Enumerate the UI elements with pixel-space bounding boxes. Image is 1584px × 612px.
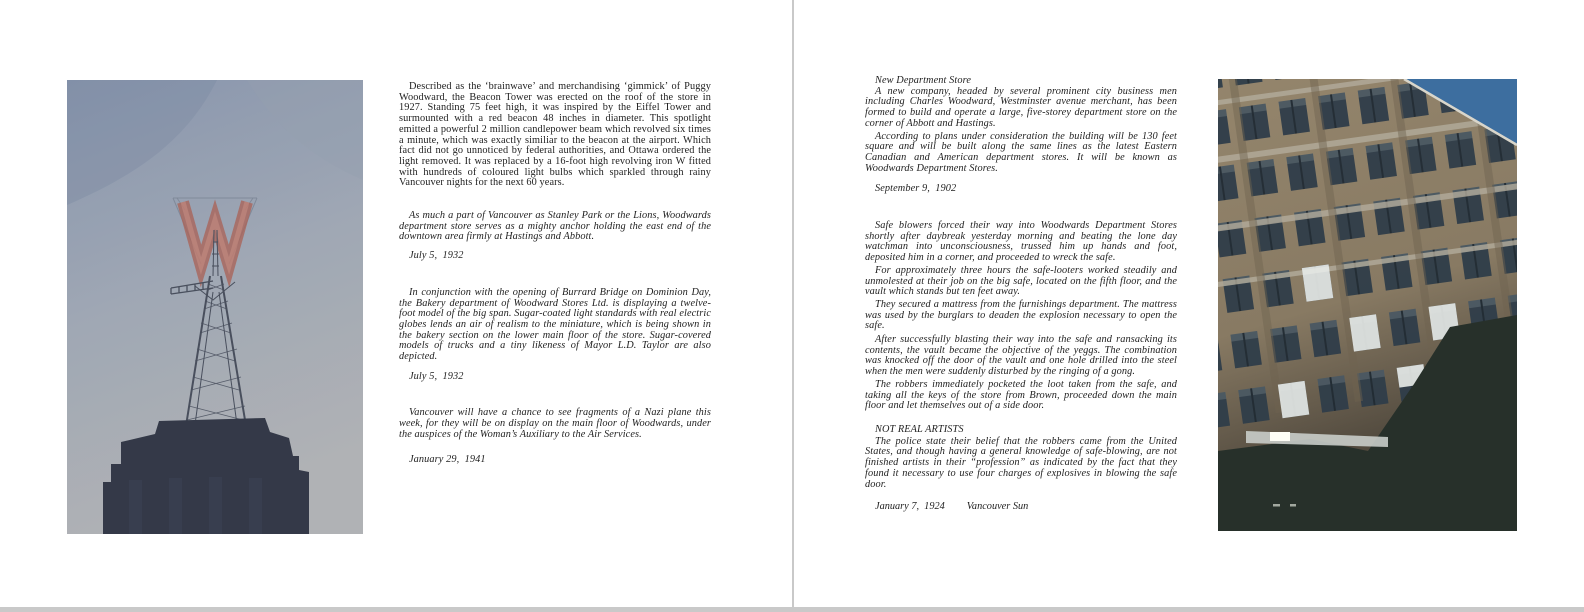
clipping-date: July 5, 1932 bbox=[409, 370, 464, 382]
beacon-tower-w-photo bbox=[67, 80, 363, 534]
clipping-dateline bbox=[865, 502, 1177, 513]
clipping-paragraph: A new company, headed by several prominent city business men including Charles Woodward, Westminster avenue merchant, has been formed to build and operate a large, five-storey department store on the corner of Abbott and Hastings. bbox=[865, 85, 1177, 129]
clipping-heading: NOT REAL ARTISTS bbox=[875, 423, 964, 435]
fog-overlay bbox=[67, 80, 363, 534]
clipping-date: January 7, 1924 bbox=[875, 501, 945, 513]
beacon-tower-w-photo-art bbox=[67, 80, 363, 534]
clipping-paragraph: Safe blowers forced their way into Woodwards Department Stores shortly after daybreak yesterday morning and beating the lone day watchman into unconsciousness, trussed him up hands and foot, deposited him in a corner, and proceeded to wreck the safe. bbox=[865, 220, 1177, 264]
body-paragraph: Described as the ‘brainwave’ and merchandising ‘gimmick’ of Puggy Woodward, the Beacon Tower was erected on the roof of the store in 1927. Standing 75 feet high, it was inspired by the Eiffel Tower and surmounted with a red beacon 48 inches in diameter. This spotlight emitted a powerful 2 million candlepower beam which revolved six times a minute, which was exactly similiar to the beacon at the airport. Which fact did not go unnoticed by federal authorities, and Ottawa ordered the light removed. It was replaced by a 16-foot high revolving iron W fitted with hundreds of coloured light bulbs which sparkled through rainy Vancouver nights for the next 60 years. bbox=[399, 81, 711, 189]
page-bottom-edge bbox=[0, 607, 1584, 612]
right-page-text-column bbox=[865, 76, 1177, 513]
clipping-date: January 29, 1941 bbox=[409, 453, 486, 465]
clipping-date: September 9, 1902 bbox=[875, 183, 957, 195]
clipping-quote: As much a part of Vancouver as Stanley Park or the Lions, Woodwards department store serves as a mighty anchor holding the east end of the downtown area firmly at Hastings and Abbott. bbox=[399, 210, 711, 243]
clipping-quote: In conjunction with the opening of Burrard Bridge on Dominion Day, the Bakery department of Woodward Stores Ltd. is displaying a twelve-foot model of the big span. Sugar-coated light standards with real electric globes lends an air of realism to the miniature, which is being shown in the bakery section on the lower main floor of the store. Sugar-covered models of trucks and a tiny likeness of Mayor L.D. Taylor are also depicted. bbox=[399, 286, 711, 363]
clipping-quote: Vancouver will have a chance to see fragments of a Nazi plane this week, for they will be on display on the main floor of Woodwards, under the auspices of the Woman’s Auxiliary to the Air Services. bbox=[399, 407, 711, 440]
clipping-paragraph: The police state their belief that the robbers came from the United States, and though having a general knowledge of safe-blowing, are not finished artists in their “profession” as indicated by the fact that they found it necessary to use four charges of explosives in blowing the safe door. bbox=[865, 435, 1177, 490]
clipping-paragraph: The robbers immediately pocketed the loot taken from the safe, and taking all the keys of the store from Brown, proceeded down the main floor and let themselves out of a side door. bbox=[865, 378, 1177, 412]
clipping-paragraph: For approximately three hours the safe-looters worked steadily and unmolested at their job on the big safe, located on the fifth floor, and the vault which stands but ten feet away. bbox=[865, 264, 1177, 298]
store-facade-photo bbox=[1218, 79, 1517, 531]
clipping-paragraph: According to plans under consideration the building will be 130 feet square and will be built along the same lines as the latest Eastern Canadian and American department stores. It will be known as Woodwards Department Stores. bbox=[865, 130, 1177, 174]
left-page-text-column bbox=[399, 82, 711, 465]
store-facade-photo-art bbox=[1218, 79, 1517, 531]
clipping-paragraph: They secured a mattress from the furnishings department. The mattress was used by the burglars to deaden the explosion necessary to open the safe. bbox=[865, 298, 1177, 332]
page-gutter-divider bbox=[792, 0, 794, 612]
news-source: Vancouver Sun bbox=[966, 501, 1029, 513]
clipping-paragraph: After successfully blasting their way into the safe and ransacking its contents, the vault became the objective of the yeggs. The combination was knocked off the door of the vault and one hole drilled into the steel when the men were suddenly disturbed by the ringing of a gong. bbox=[865, 334, 1177, 378]
clipping-date: July 5, 1932 bbox=[409, 250, 464, 262]
clipping-heading: New Department Store bbox=[875, 75, 971, 86]
